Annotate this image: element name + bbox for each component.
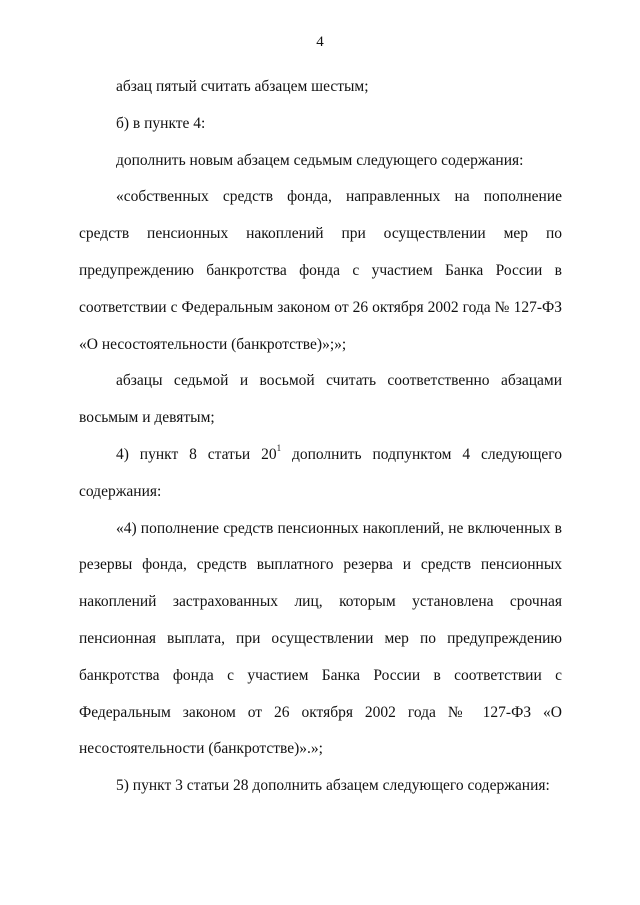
paragraph-text: дополнить подпунктом 4 следующего содержания:: [79, 445, 563, 500]
paragraph: «4) пополнение средств пенсионных накоплений, не включенных в резервы фонда, средств выплатного резерва и средств пенсионных накоплений застрахованных лиц, которым установлена срочная пенсионная выплата, при осуществлении мер по предупреждению банкротства фонда с участием Банка России в соответствии с Федеральным законом от 26 октября 2002 года № 127-ФЗ «О несостоятельности (банкротстве)».»;: [79, 519, 562, 758]
paragraph: б) в пункте 4:: [116, 114, 206, 132]
paragraph: абзац пятый считать абзацем шестым;: [116, 78, 369, 95]
paragraph-text: 4) пункт 8 статьи 20: [116, 445, 277, 463]
paragraph: абзацы седьмой и восьмой считать соответственно абзацами восьмым и девятым;: [79, 372, 562, 427]
paragraph: «собственных средств фонда, направленных на пополнение средств пенсионных накоплений при осуществлении мер по предупреждению банкротства фонда с участием Банка России в соответствии с Федеральным законом от 26 октября 2002 года № 127-ФЗ «О несостоятельности (банкротстве)»;»;: [79, 188, 562, 353]
paragraph: [79, 437, 562, 511]
paragraph: дополнить новым абзацем седьмым следующего содержания:: [116, 151, 524, 169]
superscript: 1: [276, 442, 282, 453]
page-number: 4: [316, 34, 324, 50]
document-body: [79, 69, 562, 805]
paragraph: 5) пункт 3 статьи 28 дополнить абзацем следующего содержания:: [116, 777, 550, 795]
